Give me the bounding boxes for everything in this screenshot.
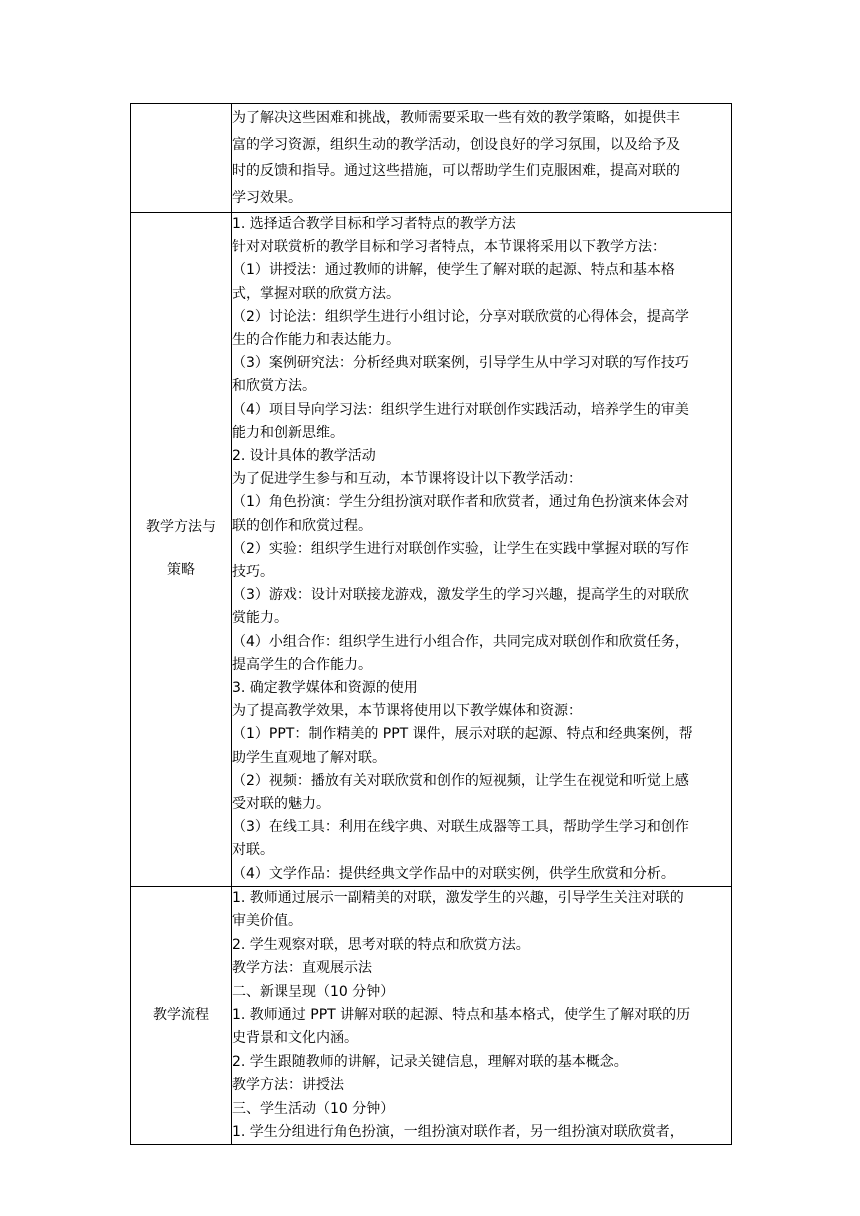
row-content-cell [232, 213, 732, 887]
text-line: 1. 选择适合教学目标和学习者特点的教学方法 [232, 216, 516, 232]
text-line: （3）在线工具：利用在线字典、对联生成器等工具，帮助学生学习和创作 [232, 819, 689, 836]
text-line: （2）视频：播放有关对联欣赏和创作的短视频，让学生在视觉和听觉上感 [232, 772, 689, 789]
text-line: 三、学生活动（10 分钟） [232, 1100, 395, 1117]
text-line: 提高学生的合作能力。 [232, 656, 372, 673]
text-line: （1）讲授法：通过教师的讲解，使学生了解对联的起源、特点和基本格 [232, 262, 675, 279]
text-line: 教学方法：直观展示法 [232, 960, 372, 977]
text-line: 式，掌握对联的欣赏方法。 [232, 285, 400, 302]
text-line: 受对联的魅力。 [232, 796, 330, 813]
text-line: 1. 教师通过展示一副精美的对联，激发学生的兴趣，引导学生关注对联的 [232, 889, 684, 906]
row-teaching-process [131, 886, 732, 1144]
text-line: 赏能力。 [232, 610, 288, 627]
text-line: 教学方法：讲授法 [232, 1077, 344, 1094]
text-line: 对联。 [232, 842, 274, 859]
row-label-cell [131, 213, 232, 887]
row-content-cell [232, 104, 732, 213]
text-line: 富的学习资源，组织生动的教学活动，创设良好的学习氛围，以及给予及 [232, 136, 680, 153]
text-line: （3）游戏：设计对联接龙游戏，激发学生的学习兴趣，提高学生的对联欣 [232, 587, 689, 604]
text-line: 联的创作和欣赏过程。 [232, 517, 372, 534]
text-line: （4）文学作品：提供经典文学作品中的对联实例，供学生欣赏和分析。 [232, 865, 675, 882]
text-line: （4）小组合作：组织学生进行小组合作，共同完成对联创作和欣赏任务， [232, 633, 689, 650]
text-line: 1. 教师通过 PPT 讲解对联的起源、特点和基本格式，使学生了解对联的历 [232, 1006, 691, 1023]
text-line: （1）PPT：制作精美的 PPT 课件，展示对联的起源、特点和经典案例，帮 [232, 726, 693, 743]
lesson-plan-table [130, 103, 732, 1145]
text-line: 技巧。 [232, 564, 274, 581]
text-line: （2）讨论法：组织学生进行小组讨论，分享对联欣赏的心得体会，提高学 [232, 308, 689, 325]
row-label: 教学方法与 [146, 519, 216, 536]
text-line: 为了促进学生参与和互动，本节课将设计以下教学活动： [232, 471, 582, 488]
row-label-cell [131, 104, 232, 213]
text-line: 能力和创新思维。 [232, 424, 344, 441]
text-line: 针对对联赏析的教学目标和学习者特点，本节课将采用以下教学方法： [232, 239, 666, 256]
text-line: 时的反馈和指导。通过这些措施，可以帮助学生们克服困难，提高对联的 [232, 163, 680, 179]
text-line: 生的合作能力和表达能力。 [232, 332, 400, 349]
row-challenges [131, 104, 732, 213]
text-line: 2. 学生跟随教师的讲解，记录关键信息，理解对联的基本概念。 [232, 1053, 628, 1070]
text-line: 史背景和文化内涵。 [232, 1030, 358, 1047]
text-line: 学习效果。 [232, 189, 302, 206]
text-line: （3）案例研究法：分析经典对联案例，引导学生从中学习对联的写作技巧 [232, 355, 689, 372]
row-teaching-methods [131, 213, 732, 887]
text-line: 助学生直观地了解对联。 [232, 749, 386, 766]
text-line: 3. 确定教学媒体和资源的使用 [232, 680, 418, 697]
label-spacer [131, 540, 231, 558]
text-line: 2. 设计具体的教学活动 [232, 448, 376, 465]
row-label-cell [131, 886, 232, 1144]
text-line: 和欣赏方法。 [232, 378, 316, 395]
row-label: 策略 [167, 562, 195, 579]
text-line: （4）项目导向学习法：组织学生进行对联创作实践活动，培养学生的审美 [232, 401, 689, 418]
row-content-cell [232, 886, 732, 1144]
text-line: 2. 学生观察对联，思考对联的特点和欣赏方法。 [232, 936, 530, 953]
text-line: 为了提高教学效果，本节课将使用以下教学媒体和资源： [232, 703, 582, 720]
text-line: 二、新课呈现（10 分钟） [232, 983, 395, 1000]
text-line: （2）实验：组织学生进行对联创作实验，让学生在实践中掌握对联的写作 [232, 540, 689, 557]
text-line: 1. 学生分组进行角色扮演，一组扮演对联作者，另一组扮演对联欣赏者， [232, 1123, 684, 1140]
text-line: （1）角色扮演：学生分组扮演对联作者和欣赏者，通过角色扮演来体会对 [232, 494, 689, 511]
text-line: 审美价值。 [232, 913, 302, 930]
text-line: 为了解决这些困难和挑战，教师需要采取一些有效的教学策略，如提供丰 [232, 110, 680, 126]
row-label: 教学流程 [153, 1007, 209, 1024]
